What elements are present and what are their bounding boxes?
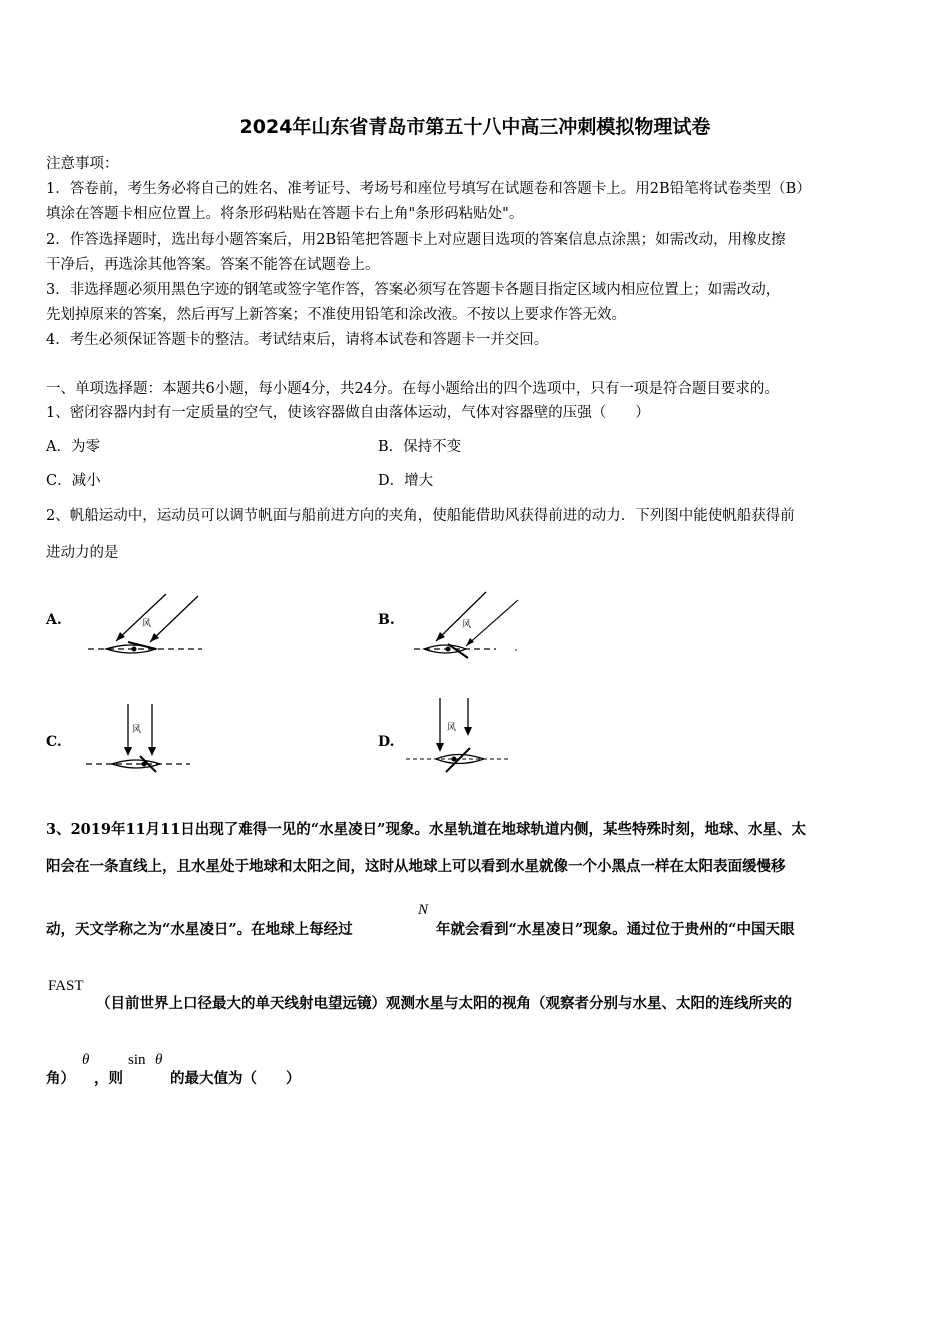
q3-line-3-end: 年就会看到“水星凌日”现象。通过位于贵州的“中国天眼 — [436, 921, 795, 938]
wind-label-b: 风 — [462, 620, 472, 630]
q2-label-b: B. — [378, 612, 395, 628]
q3-var-sin: sin — [128, 1052, 146, 1068]
sail-diagram-d — [404, 692, 519, 782]
q1-option-b: B．保持不变 — [378, 439, 462, 455]
q2-stem-line-1: 2、帆船运动中，运动员可以调节帆面与船前进方向的夹角，使船能借助风获得前进的动力．下列图中能使帆船获得前 — [46, 508, 795, 524]
q3-line-5-end: 的最大值为（ ） — [170, 1070, 301, 1087]
q3-line-2: 阳会在一条直线上，且水星处于地球和太阳之间，这时从地球上可以看到水星就像一个小黑点一样在太阳表面缓慢移 — [46, 858, 786, 875]
q3-line-5-mid: ，则 — [94, 1070, 123, 1087]
q1-option-d: D．增大 — [378, 473, 434, 489]
q3-line-5-start: 角） — [46, 1070, 75, 1087]
wind-label-c: 风 — [132, 725, 142, 735]
notice-heading: 注意事项： — [46, 156, 119, 172]
q3-line-4: （目前世界上口径最大的单天线射电望远镜）观测水星与太阳的视角（观察者分别与水星、太阳的连线所夹的 — [96, 995, 792, 1012]
q2-stem-line-2: 进动力的是 — [46, 545, 119, 561]
q3-var-theta: θ — [82, 1052, 90, 1068]
notice-line-3: 2．作答选择题时，选出每小题答案后，用2B铅笔把答题卡上对应题目选项的答案信息点涂黑；如需改动，用橡皮擦 — [46, 232, 786, 248]
sail-diagram-c — [84, 700, 194, 780]
q2-label-a: A. — [46, 612, 62, 628]
q1-option-c: C．减小 — [46, 473, 101, 489]
q3-var-n: N — [418, 902, 429, 918]
q1-option-a: A．为零 — [46, 439, 100, 455]
q3-line-3-start: 动，天文学称之为“水星凌日”。在地球上每经过 — [46, 921, 353, 938]
sail-diagram-a — [84, 588, 214, 668]
q3-line-1: 3、2019年11月11日出现了难得一见的“水星凌日”现象。水星轨道在地球轨道内侧，某些特殊时刻，地球、水星、太 — [46, 821, 806, 838]
q1-stem: 1、密闭容器内封有一定质量的空气，使该容器做自由落体运动，气体对容器壁的压强（ ） — [46, 405, 650, 421]
notice-line-5: 3．非选择题必须用黑色字迹的钢笔或签字笔作答，答案必须写在答题卡各题目指定区域内相应位置上；如需改动， — [46, 282, 781, 298]
q2-label-c: C. — [46, 734, 62, 750]
notice-line-2: 填涂在答题卡相应位置上。将条形码粘贴在答题卡右上角"条形码粘贴处"。 — [46, 206, 524, 222]
sail-diagram-b — [410, 588, 525, 668]
wind-label-d: 风 — [447, 723, 457, 733]
q3-var-fast: FAST — [48, 978, 84, 994]
notice-line-4: 干净后，再选涂其他答案。答案不能答在试题卷上。 — [46, 257, 380, 273]
q2-label-d: D. — [378, 734, 395, 750]
section-heading: 一、单项选择题：本题共6小题，每小题4分，共24分。在每小题给出的四个选项中，只有一项是符合题目要求的。 — [46, 381, 779, 397]
wind-label-a: 风 — [142, 619, 152, 629]
notice-line-7: 4．考生必须保证答题卡的整洁。考试结束后，请将本试卷和答题卡一并交回。 — [46, 332, 549, 348]
notice-line-1: 1．答卷前，考生务必将自己的姓名、准考证号、考场号和座位号填写在试题卷和答题卡上。用2B铅笔将试卷类型（B） — [46, 181, 811, 197]
page-title: 2024年山东省青岛市第五十八中高三冲刺模拟物理试卷 — [239, 116, 711, 138]
notice-line-6: 先划掉原来的答案，然后再写上新答案；不准使用铅笔和涂改液。不按以上要求作答无效。 — [46, 307, 626, 323]
q3-var-sin-theta: θ — [155, 1052, 163, 1068]
